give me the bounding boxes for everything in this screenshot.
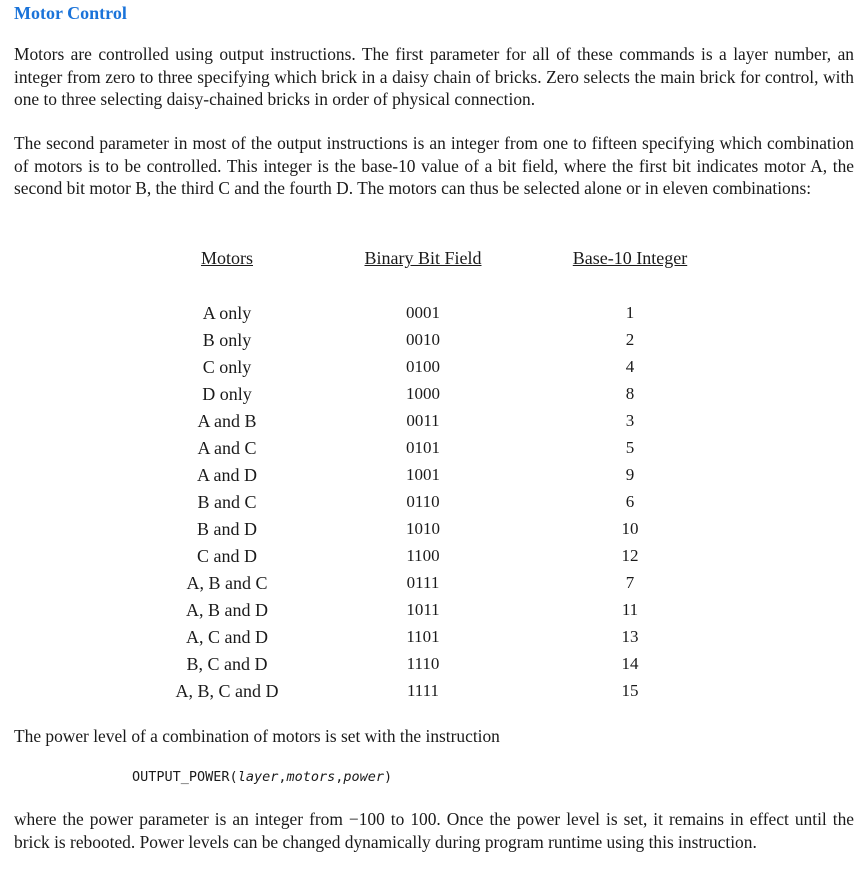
binary-cell: 0111: [406, 573, 440, 592]
table-row: [14, 571, 854, 598]
motors-cell: A only: [202, 303, 252, 323]
table-row: [14, 517, 854, 544]
intro-paragraph: Motors are controlled using output instructions. The first parameter for all of these commands is a layer number, an integer from zero to three specifying which brick in a daisy chain of bricks. Zero selects the main brick for control, with one to three selecting daisy-chained bricks in order of physical connection.: [14, 44, 854, 110]
code-separator: ,: [335, 769, 344, 785]
integer-cell: 15: [621, 681, 639, 700]
integer-cell: 8: [625, 384, 635, 403]
integer-cell: 14: [621, 654, 639, 673]
integer-cell: 1: [625, 303, 635, 322]
power-description-paragraph: where the power parameter is an integer from −100 to 100. Once the power level is set, it remains in effect until the brick is rebooted. Power levels can be changed dynamically during program runtime using this instruction.: [14, 809, 854, 852]
table-row: [14, 625, 854, 652]
motors-cell: A and C: [197, 438, 257, 458]
integer-cell: 4: [625, 357, 635, 376]
table-row: [14, 355, 854, 382]
binary-cell: 0010: [406, 330, 440, 349]
binary-cell: 1011: [406, 600, 440, 619]
table-row: [14, 679, 854, 706]
table-row: [14, 544, 854, 571]
binary-cell: 1000: [406, 384, 440, 403]
code-arg-power: power: [343, 769, 385, 785]
binary-cell: 1001: [406, 465, 440, 484]
table-header-motors: Motors: [200, 248, 253, 268]
integer-cell: 12: [621, 546, 639, 565]
table-row: [14, 382, 854, 409]
motors-cell: A, B and C: [186, 573, 268, 593]
binary-cell: 1101: [406, 627, 440, 646]
code-arg-motors: motors: [286, 769, 336, 785]
table-row: [14, 598, 854, 625]
power-intro-paragraph: The power level of a combination of motors is set with the instruction: [14, 726, 500, 746]
binary-cell: 1111: [406, 681, 440, 700]
integer-cell: 7: [625, 573, 635, 592]
bitfield-paragraph: The second parameter in most of the output instructions is an integer from one to fifteen specifying which combination of motors is to be controlled. This integer is the base-10 value of a bit field, where the first bit indicates motor A, the second bit motor B, the third C and the fourth D. The motors can thus be selected alone or in eleven combinations:: [14, 133, 854, 199]
table-row: [14, 328, 854, 355]
integer-cell: 6: [625, 492, 635, 511]
binary-cell: 1110: [406, 654, 440, 673]
motors-cell: D only: [202, 384, 252, 404]
table-row: [14, 409, 854, 436]
motors-cell: A and D: [197, 465, 257, 485]
binary-cell: 0001: [406, 303, 440, 322]
table-row: [14, 436, 854, 463]
integer-cell: 9: [625, 465, 635, 484]
integer-cell: 3: [625, 411, 635, 430]
motors-cell: A and B: [197, 411, 257, 431]
integer-cell: 13: [621, 627, 639, 646]
table-row: [14, 301, 854, 328]
code-snippet: [132, 767, 392, 787]
binary-cell: 0110: [406, 492, 440, 511]
motors-cell: B and C: [197, 492, 257, 512]
code-arg-layer: layer: [237, 769, 279, 785]
table-row: [14, 490, 854, 517]
section-heading: Motor Control: [14, 3, 127, 23]
binary-cell: 1010: [406, 519, 440, 538]
binary-cell: 0101: [406, 438, 440, 457]
motors-cell: B, C and D: [186, 654, 268, 674]
table-body: [14, 301, 854, 706]
integer-cell: 10: [621, 519, 639, 538]
motors-cell: C only: [202, 357, 252, 377]
motors-cell: B only: [202, 330, 252, 350]
code-close-paren: ): [384, 769, 393, 785]
integer-cell: 5: [625, 438, 635, 457]
code-open-paren: (: [229, 769, 238, 785]
code-function: OUTPUT_POWER: [132, 769, 230, 785]
integer-cell: 11: [621, 600, 639, 619]
motors-cell: C and D: [197, 546, 257, 566]
motors-cell: A, B, C and D: [175, 681, 279, 701]
binary-cell: 0011: [406, 411, 440, 430]
motors-cell: A, B and D: [186, 600, 268, 620]
table-row: [14, 463, 854, 490]
table-header-integer: Base-10 Integer: [572, 248, 688, 268]
motors-cell: A, C and D: [186, 627, 268, 647]
table-header-binary: Binary Bit Field: [364, 248, 482, 268]
integer-cell: 2: [625, 330, 635, 349]
binary-cell: 0100: [406, 357, 440, 376]
code-separator: ,: [278, 769, 287, 785]
motors-cell: B and D: [197, 519, 257, 539]
table-row: [14, 652, 854, 679]
binary-cell: 1100: [406, 546, 440, 565]
